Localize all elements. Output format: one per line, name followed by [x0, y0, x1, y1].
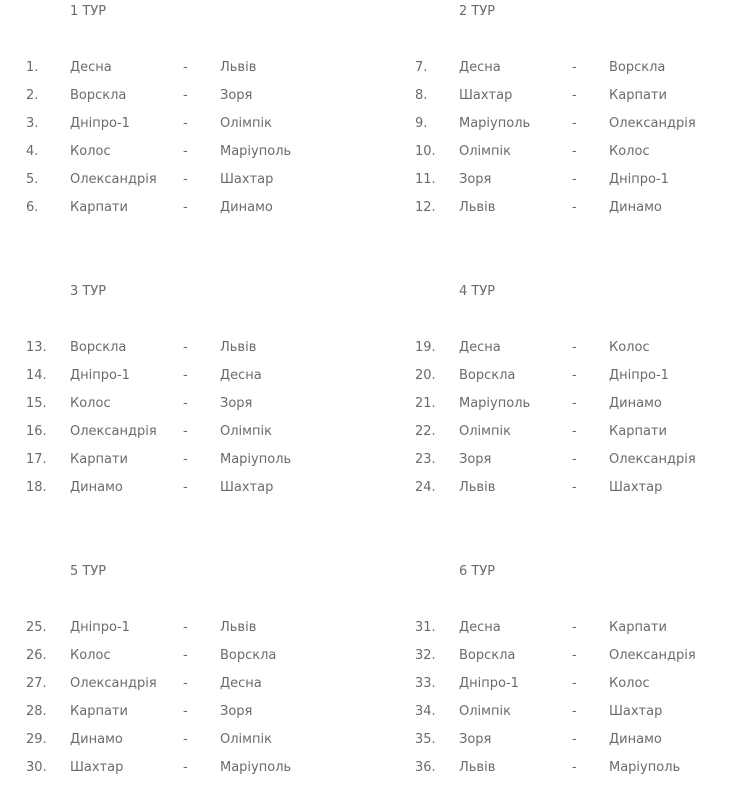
match-number: 25.	[26, 620, 47, 635]
match-separator: -	[183, 116, 188, 131]
home-team: Шахтар	[70, 760, 124, 775]
away-team: Десна	[220, 676, 262, 691]
match-separator: -	[572, 452, 577, 467]
match-row	[415, 732, 752, 760]
home-team: Динамо	[70, 480, 123, 495]
match-number: 31.	[415, 620, 436, 635]
away-team: Зоря	[220, 88, 253, 103]
match-row	[415, 368, 752, 396]
away-team: Карпати	[609, 424, 667, 439]
match-row	[415, 424, 752, 452]
match-row	[26, 676, 396, 704]
home-team: Десна	[459, 60, 501, 75]
match-list	[26, 340, 396, 508]
away-team: Маріуполь	[220, 452, 292, 467]
match-separator: -	[572, 200, 577, 215]
away-team: Ворскла	[220, 648, 277, 663]
match-number: 12.	[415, 200, 436, 215]
match-list	[26, 60, 396, 228]
match-row	[26, 396, 396, 424]
match-number: 21.	[415, 396, 436, 411]
match-separator: -	[572, 144, 577, 159]
match-number: 14.	[26, 368, 47, 383]
away-team: Олександрія	[609, 648, 696, 663]
match-number: 28.	[26, 704, 47, 719]
match-separator: -	[572, 172, 577, 187]
away-team: Шахтар	[609, 480, 663, 495]
match-number: 5.	[26, 172, 39, 187]
home-team: Шахтар	[459, 88, 513, 103]
away-team: Динамо	[220, 200, 273, 215]
match-row	[26, 760, 396, 788]
match-separator: -	[183, 676, 188, 691]
match-row	[26, 704, 396, 732]
home-team: Ворскла	[70, 340, 127, 355]
match-number: 1.	[26, 60, 39, 75]
away-team: Олімпік	[220, 116, 272, 131]
match-list	[26, 620, 396, 788]
away-team: Маріуполь	[220, 144, 292, 159]
away-team: Дніпро-1	[609, 368, 669, 383]
match-number: 16.	[26, 424, 47, 439]
match-separator: -	[183, 88, 188, 103]
match-row	[26, 116, 396, 144]
match-row	[415, 172, 752, 200]
home-team: Десна	[459, 620, 501, 635]
home-team: Зоря	[459, 172, 492, 187]
home-team: Олександрія	[70, 676, 157, 691]
match-row	[415, 676, 752, 704]
match-row	[26, 368, 396, 396]
home-team: Олександрія	[70, 172, 157, 187]
match-row	[26, 424, 396, 452]
round-title: 1 ТУР	[70, 4, 107, 19]
match-separator: -	[572, 396, 577, 411]
match-number: 33.	[415, 676, 436, 691]
match-separator: -	[572, 704, 577, 719]
home-team: Колос	[70, 144, 111, 159]
round-title: 5 ТУР	[70, 564, 107, 579]
away-team: Олександрія	[609, 116, 696, 131]
match-row	[26, 88, 396, 116]
home-team: Львів	[459, 200, 496, 215]
away-team: Дніпро-1	[609, 172, 669, 187]
match-row	[26, 732, 396, 760]
home-team: Маріуполь	[459, 116, 531, 131]
home-team: Зоря	[459, 732, 492, 747]
match-row	[415, 200, 752, 228]
match-number: 6.	[26, 200, 39, 215]
away-team: Зоря	[220, 396, 253, 411]
round-title: 3 ТУР	[70, 284, 107, 299]
match-row	[26, 648, 396, 676]
home-team: Карпати	[70, 200, 128, 215]
match-number: 36.	[415, 760, 436, 775]
match-number: 2.	[26, 88, 39, 103]
match-number: 32.	[415, 648, 436, 663]
match-number: 23.	[415, 452, 436, 467]
match-row	[26, 144, 396, 172]
away-team: Шахтар	[609, 704, 663, 719]
away-team: Шахтар	[220, 172, 274, 187]
match-number: 30.	[26, 760, 47, 775]
home-team: Колос	[70, 648, 111, 663]
match-row	[26, 340, 396, 368]
match-number: 3.	[26, 116, 39, 131]
match-row	[415, 620, 752, 648]
match-separator: -	[183, 704, 188, 719]
match-row	[415, 648, 752, 676]
round-title: 2 ТУР	[459, 4, 496, 19]
match-row	[26, 620, 396, 648]
home-team: Дніпро-1	[70, 116, 130, 131]
home-team: Дніпро-1	[459, 676, 519, 691]
match-list	[415, 60, 752, 228]
away-team: Олександрія	[609, 452, 696, 467]
match-number: 15.	[26, 396, 47, 411]
match-separator: -	[572, 676, 577, 691]
match-row	[415, 760, 752, 788]
home-team: Дніпро-1	[70, 368, 130, 383]
match-number: 22.	[415, 424, 436, 439]
home-team: Десна	[459, 340, 501, 355]
match-number: 24.	[415, 480, 436, 495]
away-team: Зоря	[220, 704, 253, 719]
match-number: 34.	[415, 704, 436, 719]
match-row	[415, 704, 752, 732]
away-team: Маріуполь	[609, 760, 681, 775]
match-number: 18.	[26, 480, 47, 495]
away-team: Карпати	[609, 620, 667, 635]
match-row	[415, 396, 752, 424]
away-team: Колос	[609, 676, 650, 691]
away-team: Колос	[609, 340, 650, 355]
match-number: 13.	[26, 340, 47, 355]
match-separator: -	[572, 620, 577, 635]
match-number: 29.	[26, 732, 47, 747]
match-number: 20.	[415, 368, 436, 383]
match-number: 27.	[26, 676, 47, 691]
home-team: Дніпро-1	[70, 620, 130, 635]
match-row	[415, 452, 752, 480]
away-team: Ворскла	[609, 60, 666, 75]
match-separator: -	[183, 200, 188, 215]
away-team: Динамо	[609, 732, 662, 747]
home-team: Колос	[70, 396, 111, 411]
away-team: Львів	[220, 620, 257, 635]
home-team: Десна	[70, 60, 112, 75]
match-row	[415, 116, 752, 144]
match-separator: -	[572, 60, 577, 75]
match-number: 7.	[415, 60, 428, 75]
match-separator: -	[183, 172, 188, 187]
home-team: Олімпік	[459, 424, 511, 439]
match-separator: -	[572, 116, 577, 131]
match-number: 35.	[415, 732, 436, 747]
match-number: 11.	[415, 172, 436, 187]
away-team: Карпати	[609, 88, 667, 103]
match-separator: -	[572, 732, 577, 747]
match-number: 26.	[26, 648, 47, 663]
home-team: Олімпік	[459, 704, 511, 719]
match-number: 8.	[415, 88, 428, 103]
match-row	[26, 172, 396, 200]
match-separator: -	[183, 144, 188, 159]
home-team: Ворскла	[70, 88, 127, 103]
home-team: Маріуполь	[459, 396, 531, 411]
match-separator: -	[572, 424, 577, 439]
match-separator: -	[183, 60, 188, 75]
away-team: Десна	[220, 368, 262, 383]
match-separator: -	[183, 648, 188, 663]
match-separator: -	[572, 340, 577, 355]
home-team: Олімпік	[459, 144, 511, 159]
away-team: Олімпік	[220, 732, 272, 747]
home-team: Зоря	[459, 452, 492, 467]
away-team: Колос	[609, 144, 650, 159]
match-list	[415, 620, 752, 788]
match-separator: -	[572, 480, 577, 495]
match-row	[26, 200, 396, 228]
match-row	[26, 60, 396, 88]
match-number: 19.	[415, 340, 436, 355]
home-team: Олександрія	[70, 424, 157, 439]
match-row	[26, 480, 396, 508]
home-team: Динамо	[70, 732, 123, 747]
home-team: Ворскла	[459, 368, 516, 383]
home-team: Львів	[459, 480, 496, 495]
match-number: 10.	[415, 144, 436, 159]
round-title: 4 ТУР	[459, 284, 496, 299]
home-team: Карпати	[70, 704, 128, 719]
away-team: Динамо	[609, 200, 662, 215]
match-separator: -	[183, 396, 188, 411]
away-team: Динамо	[609, 396, 662, 411]
match-number: 9.	[415, 116, 428, 131]
away-team: Олімпік	[220, 424, 272, 439]
home-team: Карпати	[70, 452, 128, 467]
round-title: 6 ТУР	[459, 564, 496, 579]
home-team: Львів	[459, 760, 496, 775]
match-separator: -	[183, 368, 188, 383]
match-row	[26, 452, 396, 480]
match-separator: -	[572, 760, 577, 775]
away-team: Маріуполь	[220, 760, 292, 775]
match-row	[415, 340, 752, 368]
match-separator: -	[183, 732, 188, 747]
match-separator: -	[183, 760, 188, 775]
match-separator: -	[572, 88, 577, 103]
match-separator: -	[183, 452, 188, 467]
match-row	[415, 480, 752, 508]
match-separator: -	[183, 424, 188, 439]
match-number: 4.	[26, 144, 39, 159]
match-separator: -	[572, 368, 577, 383]
home-team: Ворскла	[459, 648, 516, 663]
match-number: 17.	[26, 452, 47, 467]
match-row	[415, 88, 752, 116]
match-separator: -	[183, 480, 188, 495]
match-separator: -	[183, 340, 188, 355]
match-separator: -	[572, 648, 577, 663]
away-team: Львів	[220, 340, 257, 355]
away-team: Шахтар	[220, 480, 274, 495]
match-separator: -	[183, 620, 188, 635]
match-list	[415, 340, 752, 508]
match-row	[415, 60, 752, 88]
match-row	[415, 144, 752, 172]
away-team: Львів	[220, 60, 257, 75]
